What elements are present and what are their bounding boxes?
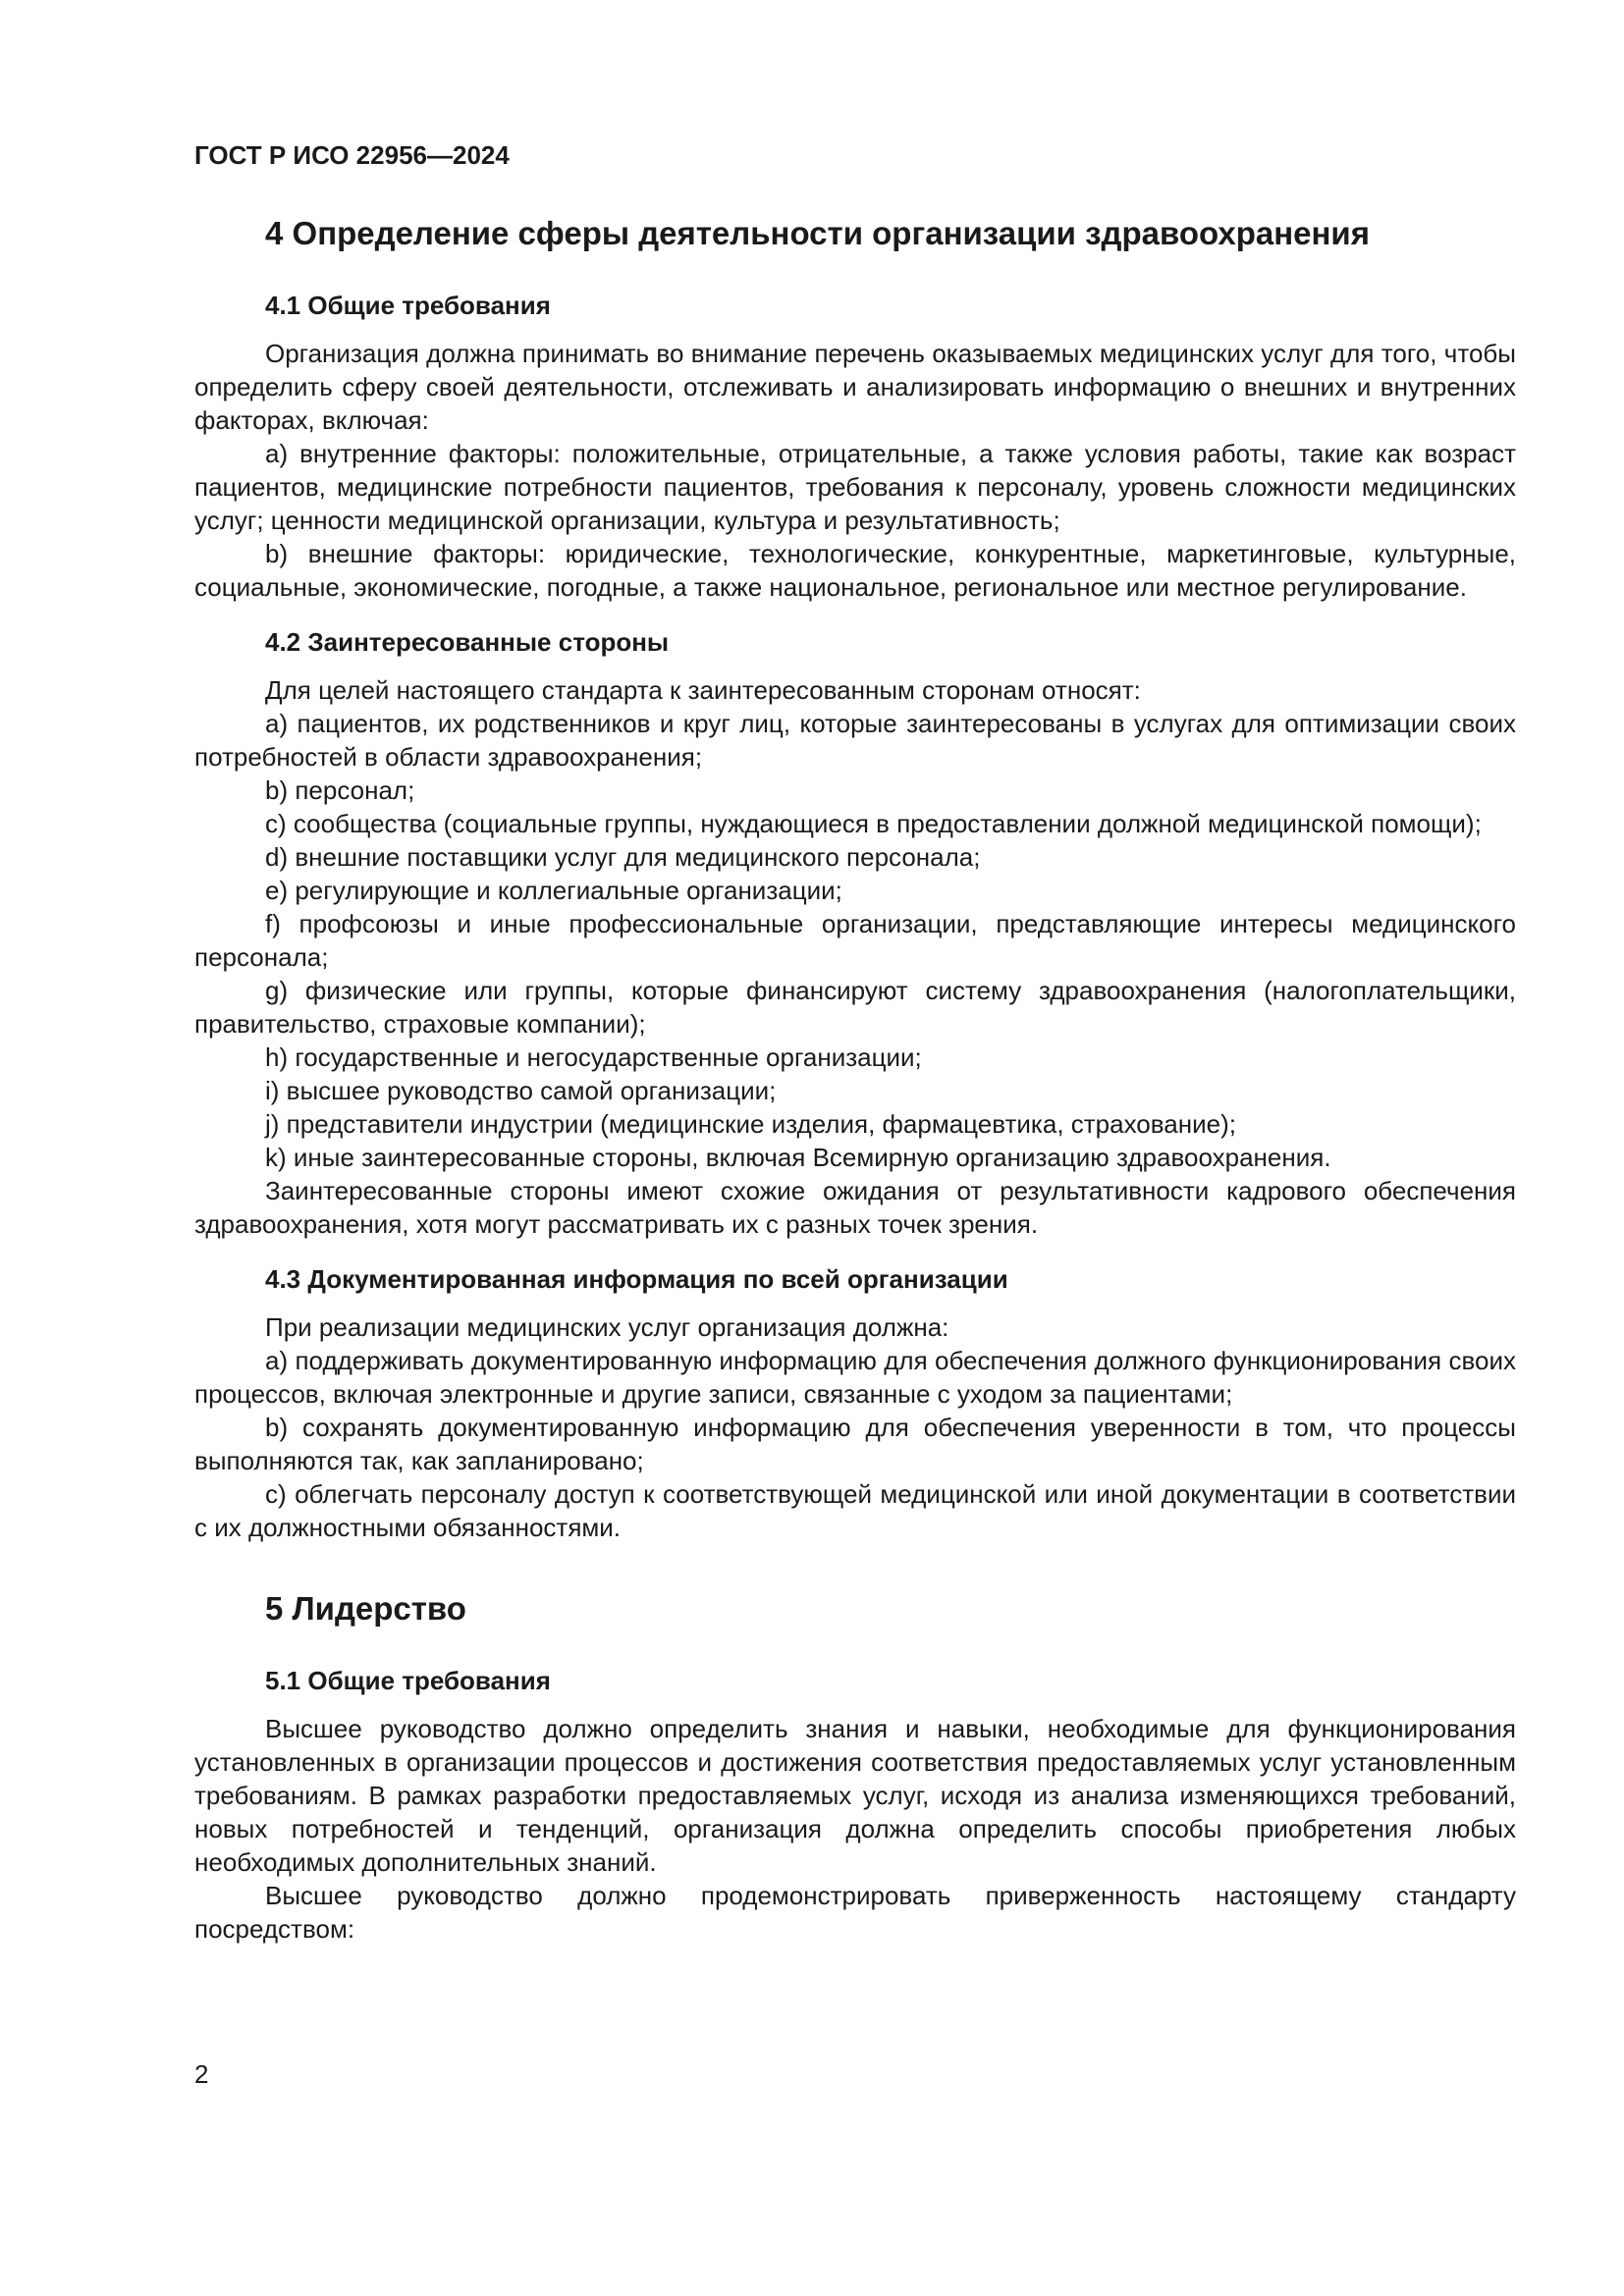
list-item: d) внешние поставщики услуг для медицинского персонала; xyxy=(265,842,981,872)
page-number: 2 xyxy=(194,2059,209,2089)
list-item: a) пациентов, их родственников и круг лиц, которые заинтересованы в услугах для оптимизации своих потребностей в области здравоохранения; xyxy=(194,709,1516,772)
list-item: a) поддерживать документированную информацию для обеспечения должного функционирования своих процессов, включая электронные и другие записи, связанные с уходом за пациентами; xyxy=(194,1346,1516,1409)
section-5-title: 5 Лидерство xyxy=(265,1590,466,1627)
list-item: b) персонал; xyxy=(265,775,415,805)
list-item: h) государственные и негосударственные организации; xyxy=(265,1042,922,1072)
paragraph: Заинтересованные стороны имеют схожие ожидания от результативности кадрового обеспечения здравоохранения, хотя могут рассматривать их с разных точек зрения. xyxy=(194,1176,1516,1239)
list-item: b) сохранять документированную информацию для обеспечения уверенности в том, что процессы выполняются так, как запланировано; xyxy=(194,1413,1516,1475)
list-item: i) высшее руководство самой организации; xyxy=(265,1076,777,1105)
paragraph: Организация должна принимать во внимание перечень оказываемых медицинских услуг для того, чтобы определить сферу своей деятельности, отслеживать и анализировать информацию о внешних и внутренних факторах, включая: xyxy=(194,339,1516,435)
paragraph: Для целей настоящего стандарта к заинтересованным сторонам относят: xyxy=(265,675,1141,705)
subsection-5-1 xyxy=(194,1664,1516,1946)
list-item: k) иные заинтересованные стороны, включая Всемирную организацию здравоохранения. xyxy=(265,1143,1331,1172)
list-item: g) физические или группы, которые финансируют систему здравоохранения (налогоплательщики, правительство, страховые компании); xyxy=(194,976,1516,1039)
subsection-4-3 xyxy=(194,1262,1516,1544)
subsection-4-1 xyxy=(194,289,1516,604)
subsection-4-2 xyxy=(194,625,1516,1241)
list-item: b) внешние факторы: юридические, технологические, конкурентные, маркетинговые, культурные, социальные, экономические, погодные, а также национальное, региональное или местное регулирование. xyxy=(194,539,1516,602)
subsection-5-1-title: 5.1 Общие требования xyxy=(265,1666,551,1695)
subsection-4-3-title: 4.3 Документированная информация по всей организации xyxy=(265,1264,1008,1294)
paragraph: Высшее руководство должно продемонстрировать приверженность настоящему стандарту посредством: xyxy=(194,1881,1516,1944)
list-item: c) облегчать персоналу доступ к соответствующей медицинской или иной документации в соответствии с их должностными обязанностями. xyxy=(194,1479,1516,1542)
document-page xyxy=(194,137,1516,1967)
subsection-4-2-title: 4.2 Заинтересованные стороны xyxy=(265,627,670,657)
paragraph: При реализации медицинских услуг организация должна: xyxy=(265,1312,949,1342)
list-item: c) сообщества (социальные группы, нуждающиеся в предоставлении должной медицинской помощи); xyxy=(265,809,1482,838)
subsection-4-1-title: 4.1 Общие требования xyxy=(265,291,551,320)
list-item: e) регулирующие и коллегиальные организации; xyxy=(265,876,842,905)
document-id-header: ГОСТ Р ИСО 22956—2024 xyxy=(194,140,510,170)
list-item: a) внутренние факторы: положительные, отрицательные, а также условия работы, такие как возраст пациентов, медицинские потребности пациентов, требования к персоналу, уровень сложности медицинских услуг; ценности медицинской организации, культура и результативность; xyxy=(194,439,1516,535)
paragraph: Высшее руководство должно определить знания и навыки, необходимые для функционирования установленных в организации процессов и достижения соответствия предоставляемых услуг установленным требованиям. В рамках разработки предоставляемых услуг, исходя из анализа изменяющихся требований, новых потребностей и тенденций, организация должна определить способы приобретения любых необходимых дополнительных знаний. xyxy=(194,1714,1516,1877)
list-item: j) представители индустрии (медицинские изделия, фармацевтика, страхование); xyxy=(265,1109,1236,1139)
section-4-title: 4 Определение сферы деятельности организации здравоохранения xyxy=(265,215,1370,251)
list-item: f) профсоюзы и иные профессиональные организации, представляющие интересы медицинского персонала; xyxy=(194,909,1516,972)
